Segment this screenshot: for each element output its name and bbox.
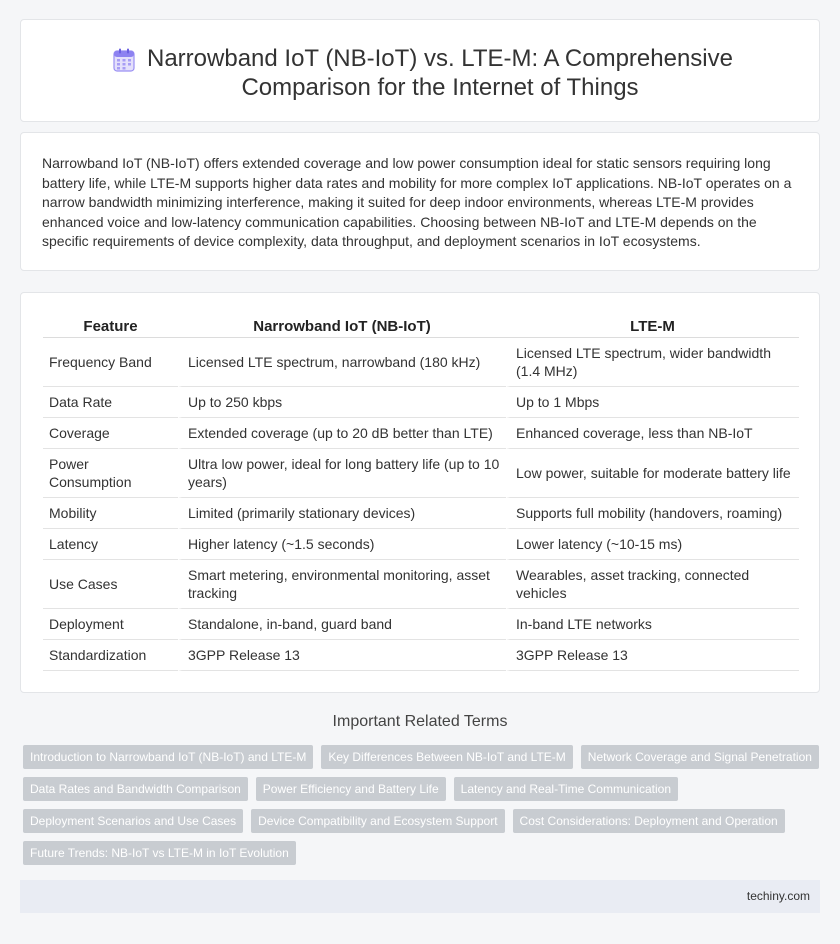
table-header-row [43,314,799,338]
feature-cell: Deployment [43,609,178,640]
ltem-cell: Enhanced coverage, less than NB-IoT [506,418,799,449]
table-row [43,640,799,671]
ltem-cell: Up to 1 Mbps [506,387,799,418]
table-row [43,560,799,609]
feature-cell: Standardization [43,640,178,671]
ltem-cell: Supports full mobility (handovers, roaming) [506,498,799,529]
ltem-cell: 3GPP Release 13 [506,640,799,671]
nbiot-cell: Higher latency (~1.5 seconds) [178,529,506,560]
related-term-tag[interactable]: Key Differences Between NB-IoT and LTE-M [321,745,572,769]
related-term-tag[interactable]: Introduction to Narrowband IoT (NB-IoT) and LTE-M [23,745,313,769]
nbiot-cell: Extended coverage (up to 20 dB better than LTE) [178,418,506,449]
table-row [43,529,799,560]
feature-cell: Latency [43,529,178,560]
page-title: Narrowband IoT (NB-IoT) vs. LTE-M: A Comprehensive Comparison for the Internet of Things [147,45,733,101]
related-term-tag[interactable]: Power Efficiency and Battery Life [256,777,446,801]
nbiot-cell: Smart metering, environmental monitoring, asset tracking [178,560,506,609]
column-header: Narrowband IoT (NB-IoT) [178,314,506,338]
intro-paragraph: Narrowband IoT (NB-IoT) offers extended coverage and low power consumption ideal for static sensors requiring long battery life, while LTE-M supports higher data rates and mobility for more complex IoT applications. NB-IoT operates on a narrow bandwidth minimizing interference, making it suited for deep indoor environments, whereas LTE-M provides enhanced voice and low-latency communication capabilities. Choosing between NB-IoT and LTE-M depends on the specific requirements of device complexity, data throughput, and deployment scenarios in IoT ecosystems. [42,155,792,249]
ltem-cell: Licensed LTE spectrum, wider bandwidth (1.4 MHz) [506,338,799,387]
title-card [20,19,820,122]
ltem-cell: In-band LTE networks [506,609,799,640]
nbiot-cell: 3GPP Release 13 [178,640,506,671]
tag-row [23,777,823,801]
table-row [43,498,799,529]
related-terms-list [23,745,823,873]
table-row [43,338,799,387]
table-row [43,449,799,498]
feature-cell: Coverage [43,418,178,449]
footer-site-link[interactable]: techiny.com [746,889,810,903]
nbiot-cell: Standalone, in-band, guard band [178,609,506,640]
feature-cell: Data Rate [43,387,178,418]
related-term-tag[interactable]: Future Trends: NB-IoT vs LTE-M in IoT Evolution [23,841,296,865]
tag-row [23,745,823,769]
feature-cell: Frequency Band [43,338,178,387]
column-header: Feature [43,314,178,338]
ltem-cell: Low power, suitable for moderate battery life [506,449,799,498]
nbiot-cell: Up to 250 kbps [178,387,506,418]
table-row [43,387,799,418]
tag-row [23,809,823,833]
related-term-tag[interactable]: Device Compatibility and Ecosystem Support [251,809,504,833]
feature-cell: Use Cases [43,560,178,609]
table-row [43,418,799,449]
comparison-card [20,292,820,693]
ltem-cell: Wearables, asset tracking, connected vehicles [506,560,799,609]
nbiot-cell: Licensed LTE spectrum, narrowband (180 kHz) [178,338,506,387]
related-term-tag[interactable]: Latency and Real-Time Communication [454,777,678,801]
ltem-cell: Lower latency (~10-15 ms) [506,529,799,560]
footer [20,880,820,913]
related-term-tag[interactable]: Cost Considerations: Deployment and Operation [513,809,785,833]
nbiot-cell: Ultra low power, ideal for long battery life (up to 10 years) [178,449,506,498]
column-header: LTE-M [506,314,799,338]
related-term-tag[interactable]: Network Coverage and Signal Penetration [581,745,819,769]
intro-card [20,132,820,271]
related-terms-heading: Important Related Terms [332,713,508,730]
feature-cell: Power Consumption [43,449,178,498]
related-term-tag[interactable]: Data Rates and Bandwidth Comparison [23,777,248,801]
table-row [43,609,799,640]
comparison-table [43,314,799,671]
tag-row [23,841,823,865]
related-term-tag[interactable]: Deployment Scenarios and Use Cases [23,809,243,833]
nbiot-cell: Limited (primarily stationary devices) [178,498,506,529]
feature-cell: Mobility [43,498,178,529]
